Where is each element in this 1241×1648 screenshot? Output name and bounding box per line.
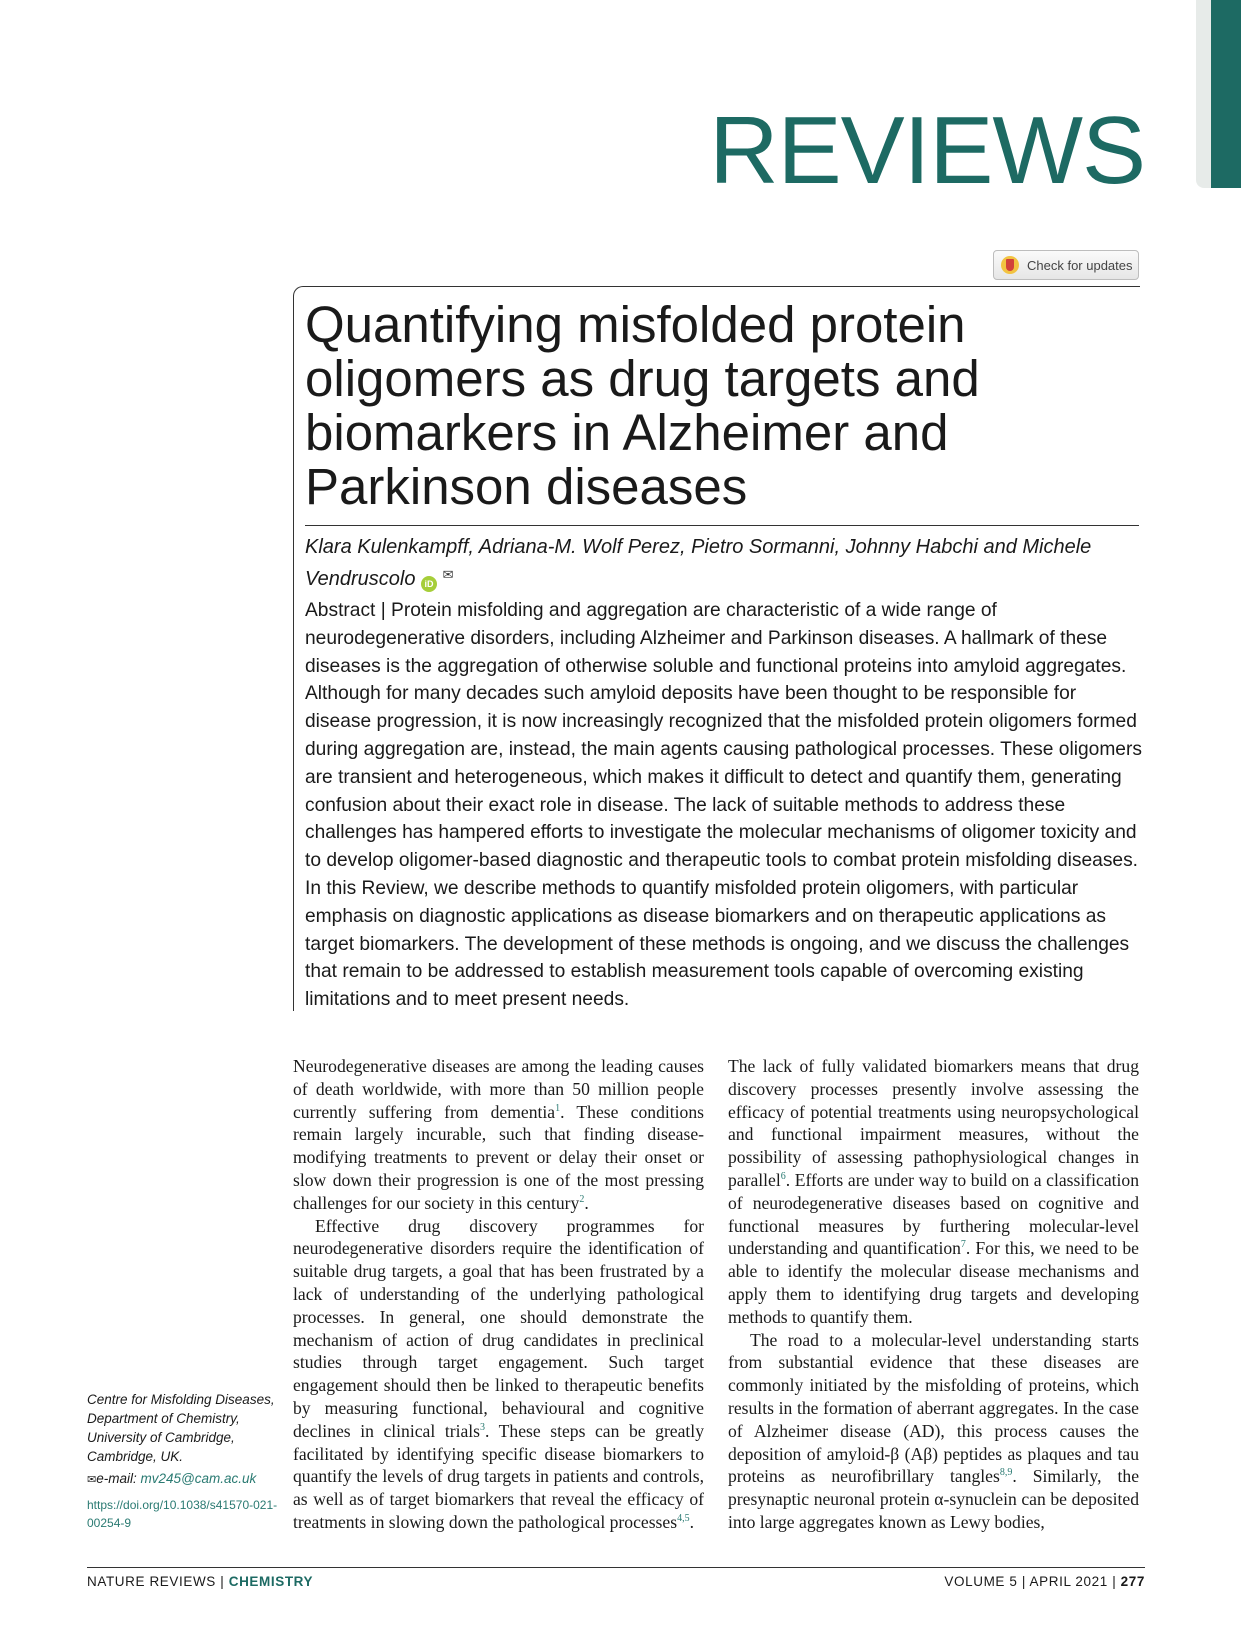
body-column-right — [728, 1055, 1139, 1534]
journal-name: NATURE REVIEWS — [87, 1574, 216, 1589]
email-line — [87, 1471, 287, 1486]
body-paragraph — [293, 1215, 704, 1534]
body-text: . Similarly, the presynaptic neuronal protein α-synuclein can be deposited into large aggregates known as Lewy bodies, — [728, 1466, 1139, 1532]
email-label: e-mail: — [96, 1471, 141, 1486]
body-text: Neurodegenerative diseases are among the leading causes of death worldwide, with more than 50 million people currently suffering from dementia — [293, 1056, 704, 1122]
affiliation: Centre for Misfolding Diseases, Department of Chemistry, University of Cambridge, Cambridge, UK. — [87, 1392, 275, 1464]
envelope-icon: ✉ — [87, 1474, 97, 1486]
body-paragraph — [293, 1055, 704, 1215]
edge-tab-accent — [1211, 0, 1241, 188]
bookmark-icon — [1001, 256, 1019, 274]
body-text: . These conditions remain largely incurable, such that finding disease-modifying treatments to prevent or delay their onset or slow down their progression is one of the most pressing challenges for our society in this century — [293, 1101, 704, 1213]
volume-date: VOLUME 5 | APRIL 2021 | — [944, 1574, 1121, 1589]
authors-text: Klara Kulenkampff, Adriana-M. Wolf Perez, Pietro Sormanni, Johnny Habchi and Michele Vendruscolo — [305, 536, 1092, 590]
reference-link[interactable]: 6 — [780, 1171, 786, 1183]
reference-link[interactable]: 2 — [579, 1193, 585, 1205]
body-text: The road to a molecular-level understanding starts from substantial evidence that these diseases are commonly initiated by the misfolding of proteins, which results in the formation of aberrant aggregates. In the case of Alzheimer disease (AD), this process causes the deposition of amyloid-β (Aβ) peptides as plaques and tau proteins as neurofibrillary tangles — [728, 1329, 1139, 1487]
author-list — [305, 533, 1125, 593]
check-for-updates-button[interactable] — [993, 250, 1139, 280]
issue-info — [944, 1574, 1145, 1589]
journal-section: CHEMISTRY — [228, 1574, 314, 1589]
body-text: . For this, we need to be able to identify the molecular disease mechanisms and apply them to identifying drug targets and developing methods to quantify them. — [728, 1238, 1139, 1327]
doi-link[interactable]: https://doi.org/10.1038/s41570-021-00254-9 — [87, 1498, 278, 1530]
body-paragraph — [728, 1329, 1139, 1534]
body-column-left — [293, 1055, 704, 1534]
body-text: . Efforts are under way to build on a classification of neurodegenerative diseases based on cognitive and functional measures by furthering molecular-level understanding and quantification — [728, 1169, 1139, 1259]
page-number: 277 — [1120, 1574, 1145, 1589]
body-text: . — [689, 1511, 694, 1532]
reference-link[interactable]: 7 — [960, 1239, 966, 1251]
body-text: . — [584, 1192, 589, 1213]
abstract: Abstract | Protein misfolding and aggregation are characteristic of a wide range of neurodegenerative disorders, including Alzheimer and Parkinson diseases. A hallmark of these diseases is the aggregation of otherwise soluble and functional proteins into amyloid aggregates. Although for many decades such amyloid deposits have been thought to be responsible for disease progression, it is now increasingly recognized that the misfolded protein oligomers formed during aggregation are, instead, the main agents causing pathological processes. These oligomers are transient and heterogeneous, which makes it difficult to detect and quantify them, generating confusion about their exact role in disease. The lack of suitable methods to address these challenges has hampered efforts to investigate the molecular mechanisms of oligomer toxicity and to develop oligomer-based diagnostic and therapeutic tools to combat protein misfolding diseases. In this Review, we describe methods to quantify misfolded protein oligomers, with particular emphasis on diagnostic applications as disease biomarkers and on therapeutic applications as target biomarkers. The development of these methods is ongoing, and we discuss the challenges that remain to be addressed to establish measurement tools capable of overcoming existing limitations and to meet present needs. — [305, 600, 1142, 1011]
footer-divider — [87, 1567, 1145, 1568]
title-divider — [305, 525, 1139, 526]
reference-link[interactable]: 8,9 — [999, 1467, 1013, 1479]
page-footer — [87, 1574, 1145, 1589]
reference-link[interactable]: 1 — [555, 1102, 561, 1114]
body-text: . These steps can be greatly facilitated by identifying specific disease biomarkers to quantify the levels of drug targets in patients and controls, as well as of target biomarkers that reveal the efficacy of treatments in slowing down the pathological processes — [293, 1420, 704, 1532]
abstract-label: Abstract — [305, 600, 376, 621]
journal-separator: | — [215, 1574, 229, 1589]
abstract-text: Protein misfolding and aggregation are characteristic of a wide range of neurodegenerative disorders, including Alzheimer and Parkinson diseases. A hallmark of these diseases is the aggregation of otherwise soluble and functional proteins into amyloid aggregates. Although for many decades such amyloid deposits have been thought to be responsible for disease progression, it is now increasingly recognized that the misfolded protein oligomers formed during aggregation are, instead, the main agents causing pathological processes. These oligomers are transient and heterogeneous, which makes it difficult to detect and quantify them, generating confusion about their exact role in disease. The lack of suitable methods to address these challenges has hampered efforts to investigate the molecular mechanisms of oligomer toxicity and to develop oligomer-based diagnostic and therapeutic tools to combat protein misfolding diseases. In this Review, we describe methods to quantify misfolded protein oligomers, with particular emphasis on diagnostic applications as disease biomarkers and on therapeutic applications as target biomarkers. The development of these methods is ongoing, and we discuss the challenges that remain to be addressed to establish measurement tools capable of overcoming existing limitations and to meet present needs. — [305, 600, 1142, 1011]
article-title: Quantifying misfolded protein oligomers as drug targets and biomarkers in Alzheimer and Parkinson diseases — [305, 296, 980, 515]
check-for-updates-label: Check for updates — [1027, 257, 1133, 273]
body-text: The lack of fully validated biomarkers means that drug discovery processes presently involve assessing the efficacy of potential treatments using neuropsychological and functional impairment measures, without the possibility of assessing pathophysiological changes in parallel — [728, 1056, 1139, 1190]
reference-link[interactable]: 4,5 — [677, 1513, 690, 1525]
email-link[interactable]: mv245@cam.ac.uk — [140, 1471, 257, 1486]
envelope-icon[interactable]: ✉ — [442, 567, 454, 582]
section-label: REVIEWS — [709, 97, 1145, 204]
body-paragraph — [728, 1055, 1139, 1329]
reference-link[interactable]: 3 — [480, 1421, 485, 1433]
body-text: Effective drug discovery programmes for neurodegenerative disorders require the identification of suitable drug targets, a goal that has been frustrated by a lack of understanding of the underlying pathological processes. In general, one should demonstrate the mechanism of action of drug candidates in preclinical studies through target engagement. Such target engagement should then be linked to therapeutic benefits by measuring functional, behavioural and cognitive declines in clinical trials — [293, 1215, 704, 1441]
orcid-icon[interactable]: iD — [421, 576, 437, 592]
